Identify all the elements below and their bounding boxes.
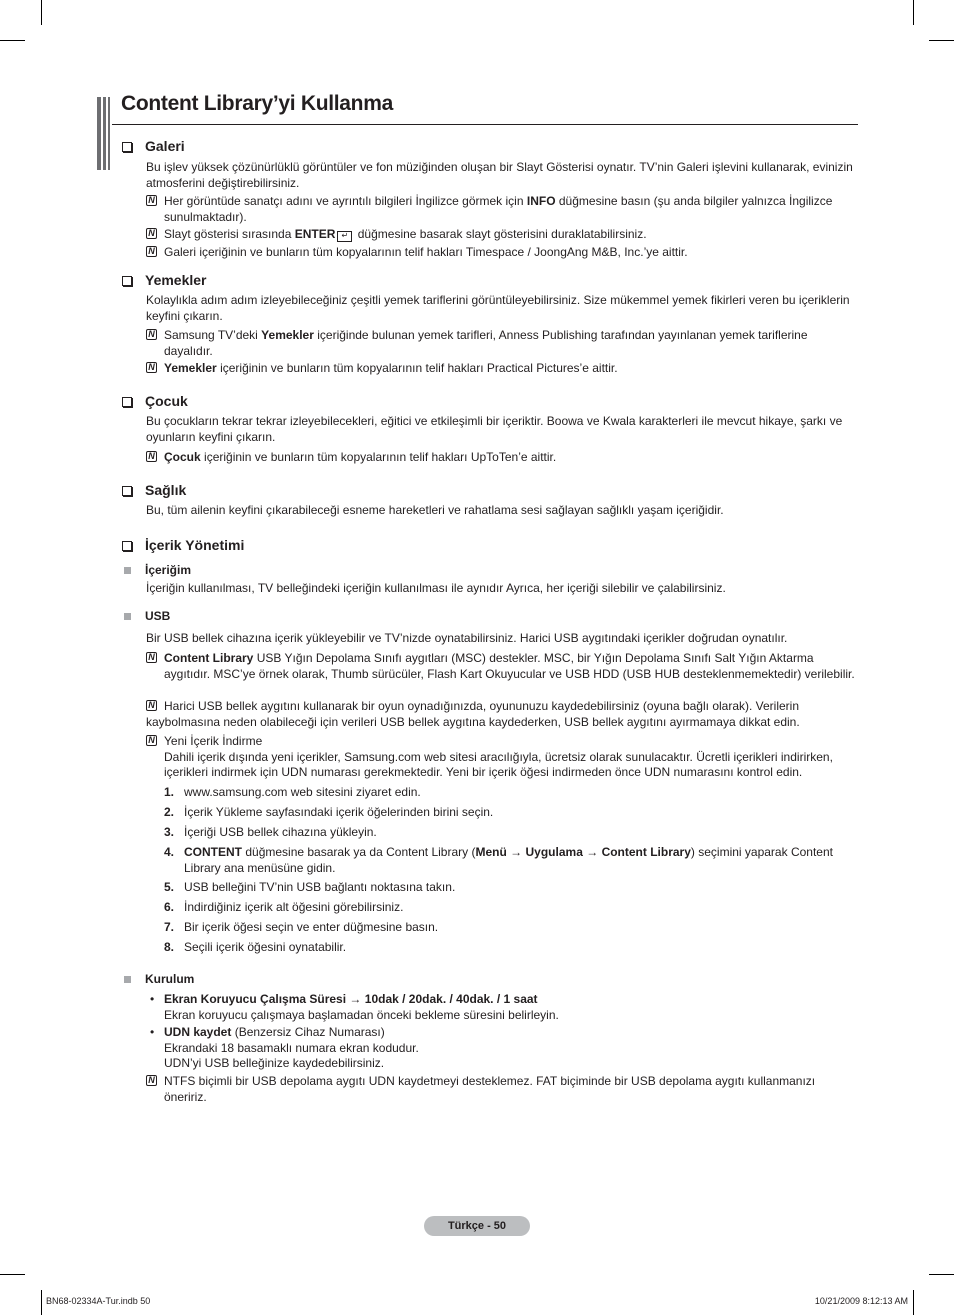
- note: [146, 734, 858, 781]
- note: [146, 227, 858, 243]
- gray-square-icon: [124, 613, 131, 620]
- note-text: Harici USB bellek aygıtını kullanarak bir oyun oynadığınızda, oyununuzu kaydedebilirsiniz (oyuna bağlı olarak). Verilerin kaybolmasına neden olabileceği için verileri USB bellek aygıtına kaydederken, USB bellek aygıtını ayırmamaya dikkat edin.: [146, 699, 800, 729]
- subsection-icerigim: [124, 563, 191, 577]
- note: [146, 651, 858, 682]
- paragraph: Bu, tüm ailenin keyfini çıkarabileceği esneme hareketleri ve rahatlama sesi sağlayan sağlıklı yaşam içeriğidir.: [146, 503, 724, 517]
- list-item: [164, 805, 858, 821]
- paragraph: Bu çocukların tekrar tekrar izleyebilecekleri, eğitici ve etkileşimli bir içeriktir. Boowa ve Kwala karakterleri ile mevcut hikaye, şarkı ve oyunların keyfini çıkarın.: [146, 414, 843, 444]
- title-bar-decoration: [97, 97, 101, 170]
- crop-mark: [0, 1274, 25, 1275]
- note-text: içeriğinin ve bunların tüm kopyalarının telif hakları Practical Pictures’e aittir.: [220, 361, 618, 375]
- list-item: [164, 825, 858, 841]
- note-bold: Çocuk: [164, 450, 201, 464]
- note-icon: N: [146, 700, 157, 711]
- section-heading: İçerik Yönetimi: [145, 537, 245, 553]
- subsection-heading: Kurulum: [145, 972, 195, 986]
- bullet: •: [150, 992, 155, 1006]
- note-text: USB Yığın Depolama Sınıfı aygıtları (MSC) destekler. MSC, bir Yığın Depolama Sınıfı Salt Yığın Aktarma aygıtıdır. MSC’ye örnek olarak, Thumb sürücüler, Flash Kart Okuyucular ve USB HDD (USB HUB desteklenmemektedir) verilebilir.: [164, 651, 855, 681]
- step-number: 6.: [164, 900, 175, 914]
- note-icon: N: [146, 329, 157, 340]
- step-text: Seçili içerik öğesini oynatabilir.: [184, 940, 347, 954]
- note-text: Dahili içerik dışında yeni içerikler, Samsung.com web sitesi aracılığıyla, ücretsiz olarak sunulacaktır. Ücretli içerikleri indirirken, içerikleri indirmek için UDN numarası gerekmektedir. Yeni bir içerik öğesi indirmeden önce UDN numarasını kontrol edin.: [164, 749, 833, 779]
- subsection-heading: İçeriğim: [145, 563, 192, 577]
- section-heading: Yemekler: [145, 272, 207, 288]
- step-number: 3.: [164, 825, 175, 839]
- gray-square-icon: [124, 567, 131, 574]
- step-text: İçerik Yükleme sayfasındaki içerik öğelerinden birini seçin.: [184, 805, 494, 819]
- crop-mark: [41, 1290, 42, 1315]
- note-icon: N: [146, 652, 157, 663]
- paragraph: İçeriğin kullanılması, TV belleğindeki içeriğin kullanılması ile aynıdır Ayrıca, her içeriği silebilir ve çalabilirsiniz.: [146, 581, 726, 595]
- checkbox-square-icon: [122, 486, 132, 496]
- subsection-usb: [124, 609, 170, 623]
- arrow-icon: →: [349, 992, 362, 1006]
- subsection-heading: USB: [145, 609, 171, 623]
- step-number: 8.: [164, 940, 175, 954]
- note-icon: N: [146, 1075, 157, 1086]
- step-text: Bir içerik öğesi seçin ve enter düğmesine basın.: [184, 920, 439, 934]
- page-number-badge: Türkçe - 50: [424, 1216, 530, 1236]
- note-text: Yeni İçerik İndirme: [164, 734, 263, 748]
- note-text: içeriğinin ve bunların tüm kopyalarının telif hakları UpToTen’e aittir.: [204, 450, 557, 464]
- note-bold: Content Library: [164, 651, 254, 665]
- note-text: Galeri içeriğinin ve bunların tüm kopyalarının telif hakları Timespace / JoongAng M&B, Inc.’ye aittir.: [164, 245, 688, 259]
- step-bold: CONTENT: [184, 845, 242, 859]
- note-icon: N: [146, 246, 157, 257]
- list-item: [164, 785, 858, 801]
- paragraph: Bir USB bellek cihazına içerik yükleyebilir ve TV’nizde oynatabilirsiniz. Harici USB aygıtındaki içerikler doğrudan oynatılır.: [146, 631, 788, 645]
- checkbox-square-icon: [122, 541, 132, 551]
- list-item: [164, 845, 858, 876]
- section-yemekler: [122, 272, 207, 288]
- section-cocuk: [122, 393, 188, 409]
- bullet-text: UDN’yi USB belleğinize kaydedebilirsiniz.: [164, 1056, 385, 1070]
- note: [146, 1074, 858, 1105]
- crop-mark: [929, 40, 954, 41]
- step-bold: Content Library: [601, 845, 691, 859]
- step-bold: Menü: [475, 845, 507, 859]
- section-galeri: [122, 138, 185, 154]
- checkbox-square-icon: [122, 397, 132, 407]
- note-text: Her görüntüde sanatçı adını ve ayrıntılı bilgileri İngilizce görmek için: [164, 194, 524, 208]
- page-title: Content Library’yi Kullanma: [121, 92, 393, 115]
- note-bold: INFO: [526, 194, 556, 208]
- note-icon: N: [146, 228, 157, 239]
- list-item: [164, 940, 858, 956]
- bullet-text: (Benzersiz Cihaz Numarası): [234, 1025, 385, 1039]
- title-bar-decoration: [103, 97, 106, 170]
- step-number: 2.: [164, 805, 175, 819]
- note-icon: N: [146, 195, 157, 206]
- note-icon: N: [146, 735, 157, 746]
- note-text: düğmesine basarak slayt gösterisini duraklatabilirsiniz.: [357, 227, 647, 241]
- step-text: İçeriği USB bellek cihazına yükleyin.: [184, 825, 377, 839]
- note-text: düğmesine basın (şu anda bilgiler yalnızca İngilizce sunulmaktadır).: [164, 194, 833, 224]
- crop-mark: [913, 1290, 914, 1315]
- note: [146, 194, 858, 225]
- note-bold: Yemekler: [164, 361, 217, 375]
- note: [146, 699, 858, 730]
- note-text: içeriğinde bulunan yemek tarifleri, Anness Publishing tarafından yayınlanan yemek tariflerine dayalıdır.: [164, 328, 808, 358]
- step-text: USB belleğini TV’nin USB bağlantı noktasına takın.: [184, 880, 456, 894]
- list-item: [146, 992, 858, 1023]
- step-number: 5.: [164, 880, 175, 894]
- enter-key-icon: ↵: [337, 231, 352, 242]
- section-heading: Galeri: [145, 138, 185, 154]
- gray-square-icon: [124, 976, 131, 983]
- bullet-text: Ekran koruyucu çalışmaya başlamadan önceki bekleme süresini belirleyin.: [164, 1007, 559, 1022]
- title-bar-decoration: [108, 97, 110, 170]
- step-bold: Uygulama: [525, 845, 583, 859]
- note-text: Samsung TV’deki: [164, 328, 258, 342]
- list-item: [146, 1025, 858, 1072]
- section-heading: Çocuk: [145, 393, 188, 409]
- bullet-bold: 10dak / 20dak. / 40dak. / 1 saat: [364, 992, 538, 1006]
- note: [146, 328, 858, 359]
- checkbox-square-icon: [122, 276, 132, 286]
- list-item: [164, 920, 858, 936]
- note-bold: Yemekler: [261, 328, 314, 342]
- step-text: düğmesine basarak ya da Content Library (: [245, 845, 476, 859]
- note-icon: N: [146, 451, 157, 462]
- arrow-icon: →: [586, 845, 599, 859]
- bullet-bold: UDN kaydet: [164, 1025, 232, 1039]
- arrow-icon: →: [510, 845, 523, 859]
- crop-mark: [929, 1274, 954, 1275]
- list-item: [164, 880, 858, 896]
- crop-mark: [41, 0, 42, 25]
- list-item: [164, 900, 858, 916]
- note-icon: N: [146, 362, 157, 373]
- footer-date: 10/21/2009 8:12:13 AM: [814, 1296, 908, 1306]
- section-saglik: [122, 482, 186, 498]
- section-icerik-yonetimi: [122, 537, 244, 553]
- footer-file: BN68-02334A-Tur.indb 50: [46, 1296, 151, 1306]
- section-heading: Sağlık: [145, 482, 187, 498]
- note-text: NTFS biçimli bir USB depolama aygıtı UDN kaydetmeyi desteklemez. FAT biçiminde bir USB depolama aygıtı kullanmanızı öneririz.: [164, 1074, 816, 1104]
- subsection-kurulum: [124, 972, 194, 986]
- step-number: 7.: [164, 920, 175, 934]
- crop-mark: [0, 40, 25, 41]
- step-text: İndirdiğiniz içerik alt öğesini görebilirsiniz.: [184, 900, 404, 914]
- paragraph: Kolaylıkla adım adım izleyebileceğiniz çeşitli yemek tariflerini görüntüleyebilirsiniz. Size mükemmel yemek fikirleri veren bu içeriklerin keyfini çıkarın.: [146, 293, 850, 323]
- step-text: www.samsung.com web sitesini ziyaret edin.: [184, 785, 421, 799]
- note: [146, 450, 858, 466]
- step-number: 4.: [164, 845, 175, 859]
- title-divider: [112, 124, 858, 125]
- note-bold: ENTER: [294, 227, 336, 241]
- crop-mark: [913, 0, 914, 25]
- checkbox-square-icon: [122, 142, 132, 152]
- note: [146, 245, 858, 261]
- note: [146, 361, 858, 377]
- bullet: •: [150, 1025, 155, 1039]
- step-number: 1.: [164, 785, 175, 799]
- note-text: Slayt gösterisi sırasında: [164, 227, 292, 241]
- paragraph: Bu işlev yüksek çözünürlüklü görüntüler ve fon müziğinden oluşan bir Slayt Gösterisi oynatır. TV’nin Galeri işlevini kullanarak, evinizin atmosferini değiştirebilirsiniz.: [146, 160, 853, 190]
- step-text: ) seçimini yaparak Content Library ana menüsüne gidin.: [184, 845, 833, 875]
- bullet-text: Ekrandaki 18 basamaklı numara ekran kodudur.: [164, 1040, 419, 1055]
- bullet-bold: Ekran Koruyucu Çalışma Süresi: [164, 992, 347, 1006]
